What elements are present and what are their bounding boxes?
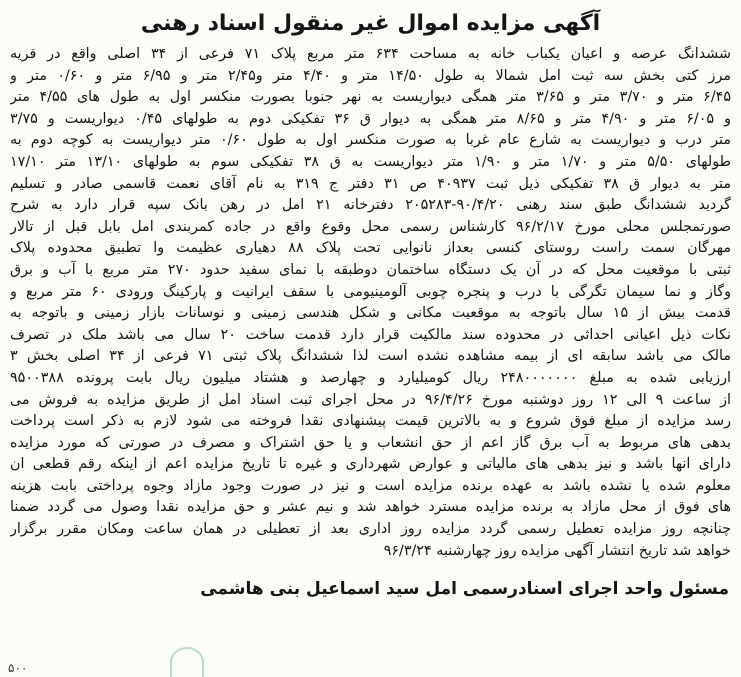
notice-body-line: قدمت بیش از ۱۵ سال باتوجه به موقعیت مکانی و شکل هندسی زمینی و نوسانات بازار زمینی و باتوجه به: [10, 305, 731, 322]
notice-body-line: ششدانگ عرصه و اعیان یکباب خانه به مساحت ۶۳۴ متر مربع پلاک ۷۱ فرعی از ۳۴ اصلی واقع در قریه: [10, 46, 731, 62]
notice-body-line: مالک می باشد سابقه ای از بیمه مشاهده نشده است لذا ششدانگ پلاک ثبتی ۷۱ فرعی از ۳۴ اصلی بخش ۳: [10, 348, 731, 365]
notice-body-line: بدهی های مربوط به آب برق گاز اعم از حق انشعاب و یا حق اشتراک و مصرف در صورتی که مورد مزایده: [10, 434, 731, 451]
notice-body-line: مرز کتی بخش سه ثبت امل شمالا به طول ۱۴/۵۰ متر و ۴/۴۰ متر و۲/۴۵ متر و ۶/۹۵ متر و ۰/۶۰ متر و: [10, 67, 731, 84]
notice-body-line: طولهای ۵/۵۰ متر و ۱/۷۰ متر و ۱/۹۰ متر دیواریست به ق ۳۸ تفکیکی سوم به طولهای ۱۳/۱۰ متر ۱۷/۱۰: [10, 153, 731, 170]
notice-title: آگهی مزایده اموال غیر منقول اسناد رهنی: [140, 11, 601, 36]
notice-body-line: رسد مزایده از مبلغ فوق شروع و به بالاترین قیمت پیشنهادی نقدا فروخته می شود لازم به ذکر است پرداخت: [10, 413, 731, 430]
notice-body-line: های فوق از محل مازاد به برنده مزایده مسترد خواهد شد و نیم عشر و حق مزایده نقدا وصول می گردد ضمنا: [10, 499, 731, 516]
stamp-mark: [170, 647, 204, 677]
notice-body-line: ۶/۴۵ متر و ۳/۷۰ متر و ۳/۶۵ متر همگی دیواریست به نهر جنوبا بصورت منکسر اول به طول های ۴/۵۵ متر: [10, 89, 731, 106]
notice-body-line: چنانچه روز مزایده تعطیل رسمی گردد مزایده روز اداری بعد از تعطیلی در همان ساعت ومکان مقرر برگزار: [10, 521, 731, 538]
notice-body-line: معلوم شده یا نشده باشد به عهده برنده مزایده است و نیز در صورت وجود مازاد وجوه پرداختی بابت هزینه: [10, 477, 731, 494]
notice-body-line: گردید ششدانگ طبق سند رهنی ۹۰/۴/۲۰-۲۰۵۲۸۳ دفترخانه ۲۱ امل در رهن بانک سپه قرار دارد به شرح: [10, 197, 731, 214]
notice-body-line: متر به دیوار ق ۳۸ تفکیکی ذیل ثبت ۴۰۹۳۷ ص ۳۱ دفتر ج ۳۱۹ به نام آقای نعمت قاسمی صادر و تسلیم: [10, 175, 731, 192]
notice-body-line: وگاز و نما سیمان تگرگی با درب و پنجره چوبی آلومینیومی با سقف ایرانیت و پارکینگ ورودی ۶۰ متر مربع و: [10, 283, 731, 300]
notice-body-line: صورتمجلس محلی مورخ ۹۶/۲/۱۷ کارشناس رسمی محل وقوع واقع در جاده کمربندی امل بابل قبل از تالار: [10, 218, 731, 235]
signature-line: مسئول واحد اجرای اسنادرسمی امل سید اسماعیل بنی هاشمی: [200, 579, 729, 600]
page-number: ۵۰۰: [8, 661, 28, 675]
notice-body-line: و ۶/۰۵ متر و ۴/۹۰ متر و ۸/۶۵ متر همگی به دیوار ق ۳۶ تفکیکی دوم به طولهای ۰/۴۵ دیواریست و ۳/۷۵: [10, 110, 731, 127]
notice-body-line: ارزیابی شده به مبلغ ۲۴۸۰۰۰۰۰۰۰ ریال کومیلیارد و چهارصد و هشتاد میلیون ریال بابت پرونده ۹۵۰۰۳۸۸: [10, 369, 731, 386]
notice-body: [10, 44, 731, 562]
notice-body-line: ثبتی با موقعیت محل که در آن یک دستگاه ساختمان دوطبقه با نمای سفید حدود ۲۷۰ متر مربع با آب و برق: [10, 261, 731, 278]
notice-body-line: مهرگان سمت راست روستای کنسی بعداز نانوایی تحت پلاک ۸۸ دهیاری عظیمت وا تطبیق محدوده پلاک: [10, 240, 731, 257]
notice-body-line: متر درب و دیواریست به شارع عام غربا به صورت منکسر اول به طول ۰/۶۰ متر دیواریست به کوچه دوم به: [10, 132, 731, 149]
notice-body-line: از ساعت ۹ الی ۱۲ روز دوشنبه مورخ ۹۶/۴/۲۶ در محل اجرای ثبت اسناد امل از طریق مزایده به فروش می: [10, 391, 731, 408]
notice-body-line: دارای انها باشد و نیز بدهی های مالیاتی و عوارض شهرداری و غیره تا تاریخ مزایده اعم از اینکه رقم قطعی ان: [10, 456, 731, 473]
notice-body-line: نکات ذیل اعیانی احداثی در محدوده سند مالکیت قرار دارد قدمت ساخت ۲۰ سال می باشد ملک در تصرف: [10, 326, 731, 343]
notice-body-line: خواهد شد تاریخ انتشار آگهی مزایده روز چهارشنبه ۹۶/۳/۲۴: [383, 542, 731, 559]
